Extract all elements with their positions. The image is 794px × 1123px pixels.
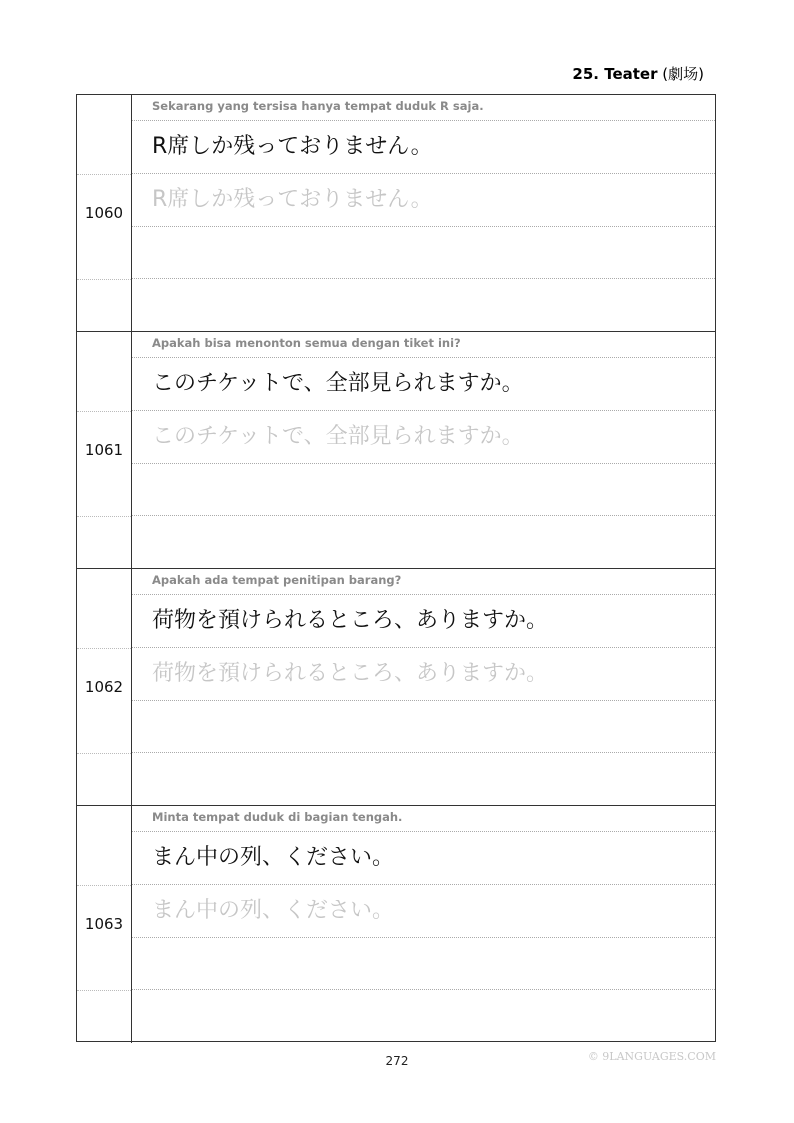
entry-number-column (77, 569, 132, 805)
japanese-sentence: 荷物を預けられるところ、ありますか。 (152, 608, 549, 633)
japanese-sentence: まん中の列、ください。 (152, 845, 395, 870)
entry-block (77, 569, 715, 806)
entry-number-column (77, 332, 132, 568)
writing-lines (132, 95, 715, 331)
indonesian-gloss: Sekarang yang tersisa hanya tempat duduk R saja. (152, 99, 484, 113)
entry-number: 1060 (84, 204, 124, 222)
entry-number-column (77, 95, 132, 331)
chapter-title: 25. Teater (572, 65, 658, 83)
entry-block (77, 806, 715, 1043)
entry-block (77, 95, 715, 332)
indonesian-gloss: Minta tempat duduk di bagian tengah. (152, 810, 403, 824)
japanese-sentence: このチケットで、全部見られますか。 (152, 371, 524, 396)
writing-lines (132, 806, 715, 1043)
entry-number: 1062 (84, 678, 124, 696)
indonesian-gloss: Apakah ada tempat penitipan barang? (152, 573, 402, 587)
japanese-trace-sentence: 荷物を預けられるところ、ありますか。 (152, 661, 549, 686)
entry-number-column (77, 806, 132, 1043)
writing-lines (132, 569, 715, 805)
entry-number: 1061 (84, 441, 124, 459)
indonesian-gloss: Apakah bisa menonton semua dengan tiket ini? (152, 336, 461, 350)
entry-number: 1063 (84, 915, 124, 933)
japanese-trace-sentence: まん中の列、ください。 (152, 898, 395, 923)
japanese-trace-sentence: R席しか残っておりません。 (152, 187, 433, 212)
entry-block (77, 332, 715, 569)
writing-lines (132, 332, 715, 568)
page-number: 272 (385, 1054, 409, 1068)
page-header (572, 64, 704, 84)
chapter-subtitle: (劇场) (662, 65, 704, 83)
japanese-sentence: R席しか残っておりません。 (152, 134, 433, 159)
practice-sheet (76, 94, 716, 1042)
copyright-notice: © 9LANGUAGES.COM (587, 1050, 716, 1063)
japanese-trace-sentence: このチケットで、全部見られますか。 (152, 424, 524, 449)
